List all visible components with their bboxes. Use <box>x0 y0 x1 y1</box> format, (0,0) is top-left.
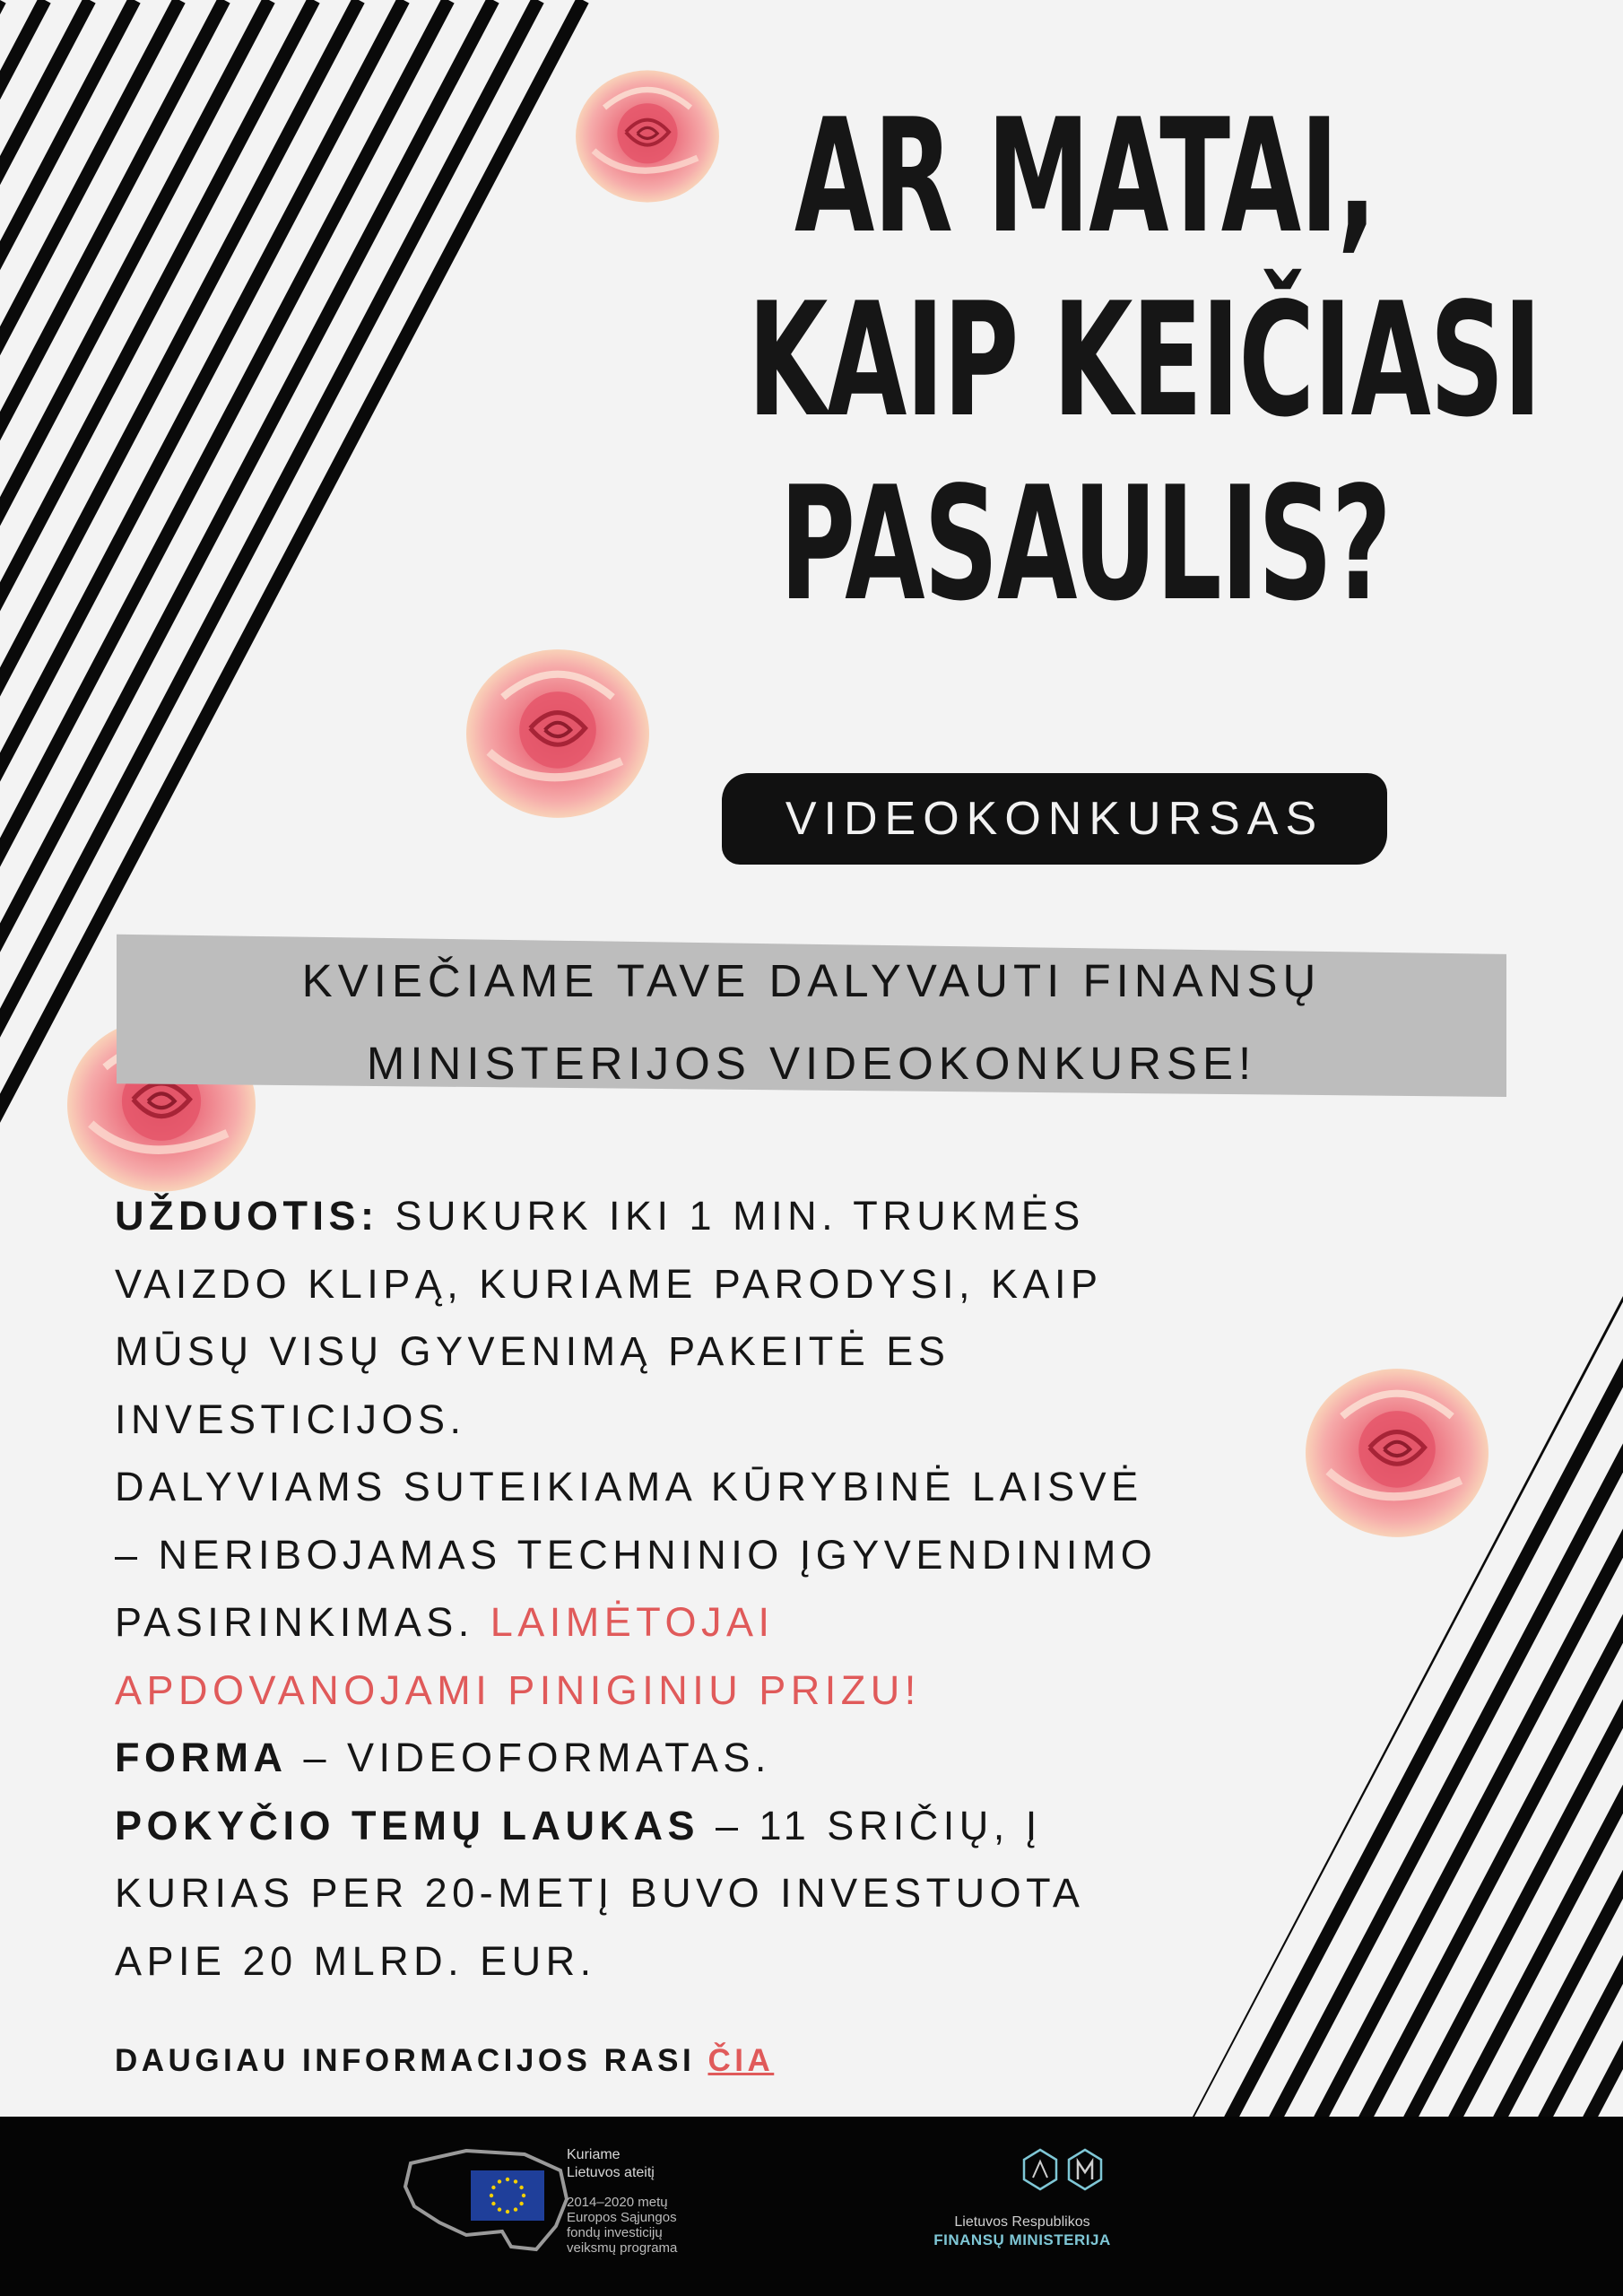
freedom-line-1: DALYVIAMS SUTEIKIAMA KŪRYBINĖ LAISVĖ <box>115 1464 1143 1509</box>
task-line-1: UŽDUOTIS: SUKURK IKI 1 MIN. TRUKMĖS <box>115 1193 1085 1239</box>
task-label: UŽDUOTIS: <box>115 1193 379 1239</box>
task-line-2: VAIZDO KLIPĄ, KURIAME PARODYSI, KAIP <box>115 1260 1103 1307</box>
headline-line-3: PASAULIS? <box>779 454 1391 636</box>
eu-star <box>514 2179 517 2183</box>
task-line-3: MŪSŲ VISŲ GYVENIMĄ PAKEITĖ ES <box>115 1328 950 1374</box>
eu-star <box>498 2179 501 2183</box>
eu-star <box>490 2194 493 2197</box>
task-line-4: INVESTICIJOS. <box>115 1396 466 1442</box>
themes-label: POKYČIO TEMŲ LAUKAS <box>115 1802 700 1848</box>
eu-star <box>498 2207 501 2211</box>
eu-star <box>522 2194 525 2197</box>
headline-line-1: AR MATAI, <box>794 86 1376 268</box>
ministry-logo-text: Lietuvos Respublikos FINANSŲ MINISTERIJA <box>933 2214 1111 2248</box>
eu-logo-text: Kuriame Lietuvos ateitį 2014–2020 metų Europos Sąjungos fondų investicijų veiksmų programa <box>567 2147 678 2256</box>
eu-star <box>491 2186 495 2189</box>
form-line: FORMA – VIDEOFORMATAS. <box>115 1735 771 1780</box>
form-label: FORMA <box>115 1735 288 1780</box>
headline-line-2: KAIP KEIČIASI <box>747 270 1541 452</box>
videokonkursas-badge: VIDEOKONKURSAS <box>722 773 1387 865</box>
ministry-emblem-icon <box>1024 2150 1101 2189</box>
freedom-line-3: PASIRINKIMAS. LAIMĖTOJAI <box>115 1599 775 1645</box>
prize-text-2: APDOVANOJAMI PINIGINIU PRIZU! <box>115 1666 921 1713</box>
eu-star <box>519 2202 523 2205</box>
eu-star <box>491 2202 495 2205</box>
prize-text-1: LAIMĖTOJAI <box>490 1599 775 1645</box>
eu-star <box>514 2207 517 2211</box>
invite-line-1: KVIEČIAME TAVE DALYVAUTI FINANSŲ <box>301 955 1322 1006</box>
more-info-link[interactable]: ČIA <box>707 2043 775 2078</box>
themes-line-3: APIE 20 MLRD. EUR. <box>115 1937 596 1984</box>
more-info: DAUGIAU INFORMACIJOS RASI ČIA <box>115 2043 775 2078</box>
eu-flag-icon <box>471 2170 544 2221</box>
invite-line-2: MINISTERIJOS VIDEOKONKURSE! <box>366 1038 1257 1089</box>
eu-star <box>519 2186 523 2189</box>
eu-star <box>506 2178 509 2181</box>
themes-line-1: POKYČIO TEMŲ LAUKAS – 11 SRIČIŲ, Į <box>115 1802 1042 1848</box>
eu-star <box>506 2210 509 2213</box>
freedom-line-2: – NERIBOJAMAS TECHNINIO ĮGYVENDINIMO <box>115 1531 1158 1578</box>
themes-line-2: KURIAS PER 20-METĮ BUVO INVESTUOTA <box>115 1870 1085 1916</box>
